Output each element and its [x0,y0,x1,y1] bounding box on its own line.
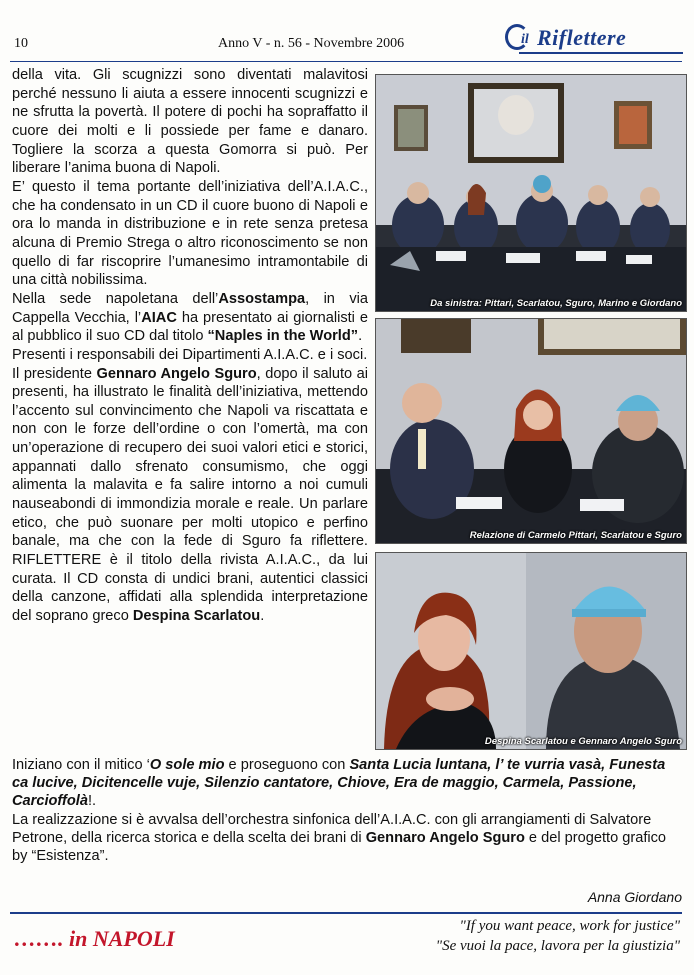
song-list: Santa Lucia luntana, l’ te vurria vasà, Funesta ca lucive, Dicitencelle vuje, Silenzio cantatore, Chiove, Era de maggio, Carmela, Passione, Carcioffolà [12,757,666,810]
paragraph: Il presidente Gennaro Angelo Sguro, dopo il saluto ai presenti, ha illustrato le finalità dell’iniziativa, mettendo l’accento sul convincimento che Napoli va riscattata e non con le forze dell’ordine o con l’omertà, ma con un’operazione di recupero dei suoi valori etici e storici, appannati dallo sfrenato consumismo, che oggi alimenta la malavita e fa salire intorno a noi cumuli nauseabondi di immondizia morale e reale. Un parlare etico, che può suonare per molti utopico e perfino banale, ma che con la fede di Sguro fa riflettere. RIFLETTERE è il titolo della rivista A.I.A.C., da lui curata. Il CD consta di undici brani, autentici classici della canzone, affidati alla splendida interpretazione del soprano greco Despina Scarlatou. [12,365,369,625]
page-number: 10 [14,36,28,51]
cd-title: “Naples in the World” [207,328,359,345]
photo-panel-conference [375,74,687,312]
photo-panel-speakers [375,318,687,544]
footer-motto [436,916,680,956]
header-rule [10,61,682,62]
motto-english: "If you want peace, work for justice" [459,918,680,934]
photo-caption: Despina Scarlatou e Gennaro Angelo Sguro [484,736,682,747]
logo-il: il [521,32,529,47]
page-header [0,0,694,60]
motto-italian: "Se vuoi la pace, lavora per la giustizia" [435,938,680,954]
footer-rule [10,912,682,914]
paragraph: La realizzazione si è avvalsa dell’orchestra sinfonica dell’A.I.A.C. con gli arrangiamenti di Salvatore Petrone, della ricerca storica e della scelta dei brani di Gennaro Angelo Sguro e del progetto grafico by “Esistenza”. [12,811,667,865]
aiac-bold: AIAC [141,309,177,326]
paragraph: della vita. Gli scugnizzi sono diventati malavitosi perché nessuno li aiuta a essere innocenti scugnizzi e ne sfrutta la povertà. Il potere di pochi ha sopraffatto il cuore dei molti e li possiede per fame e danaro. Togliere la scorza a questa Gomorra si può. Per liberare l’anima buona di Napoli. [12,67,368,177]
photo-panel-portrait [375,552,687,750]
paragraph: Iniziano con il mitico ‘O sole mio e proseguono con Santa Lucia luntana, l’ te vurria vasà, Funesta ca lucive, Dicitencelle vuje, Silenzio cantatore, Chiove, Era de maggio, Carmela, Passione, Carcioffolà!. [12,757,666,810]
article-bottom [12,756,684,865]
song-title-first: O sole mio [149,757,225,773]
issue-info: Anno V - n. 56 - Novembre 2006 [218,36,405,51]
paragraph: Nella sede napoletana dell’Assostampa, in via Cappella Vecchia, l’AIAC ha presentato ai giornalisti e al pubblico il suo CD dal titolo “Naples in the World”. [12,290,368,345]
president-name: Gennaro Angelo Sguro [96,365,257,382]
logo-name: Riflettere [537,25,627,50]
paragraph: E’ questo il tema portante dell’iniziativa dell’A.I.A.C., che ha condensato in un CD il cuore buono di Napoli e ora lo manda in distribuzione e in rete senza pretesa alcuna di Premio Strega o altro riconoscimento se non quello di far riscoprire l’umanesimo intramontabile di una città nobilissima. [12,178,368,289]
photo-caption: Da sinistra: Pittari, Scarlatou, Sguro, Marino e Giordano [430,298,682,309]
soprano-name: Despina Scarlatou [132,608,261,625]
footer-section-title: ……. in NAPOLI [14,926,175,951]
paragraph: Presenti i responsabili dei Dipartimenti A.I.A.C. e i soci. [12,346,368,363]
logo-underline [519,52,683,54]
assostampa-bold: Assostampa [218,290,306,307]
producer-name: Gennaro Angelo Sguro [365,829,525,846]
article-column [12,66,368,626]
photo-caption: Relazione di Carmelo Pittari, Scarlatou e Sguro [469,530,682,541]
riflettere-logo [505,22,683,54]
author-signature: Anna Giordano [587,889,682,905]
